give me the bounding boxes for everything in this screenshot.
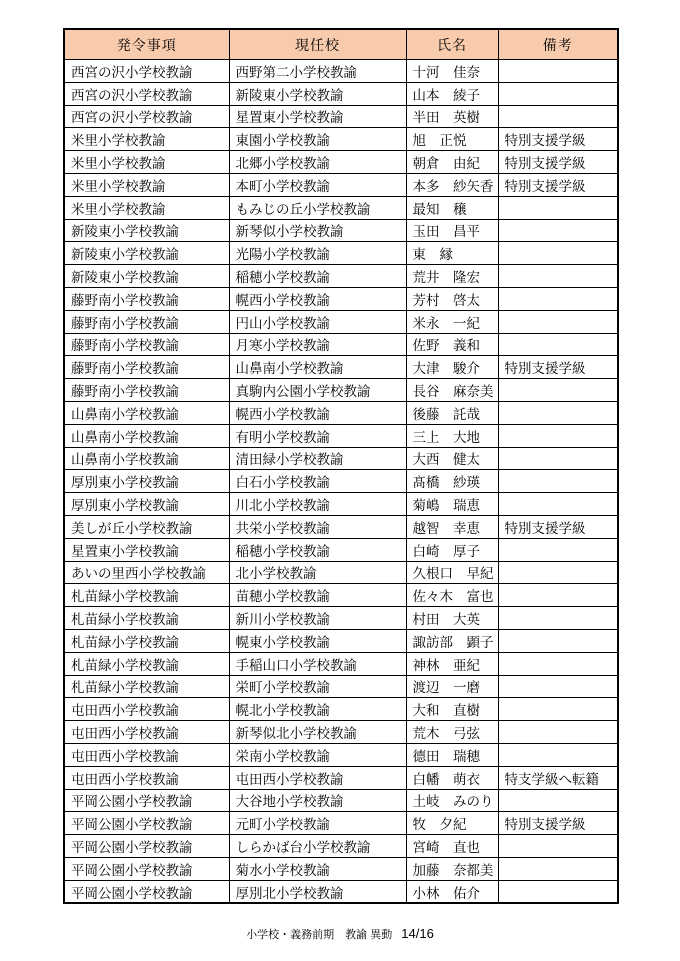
cell-appointment: 平岡公園小学校教諭 (64, 812, 229, 835)
cell-remarks (498, 880, 618, 903)
cell-name: 十河 佳奈 (406, 60, 498, 83)
cell-appointment: 西宮の沢小学校教諭 (64, 60, 229, 83)
table-row (64, 379, 618, 402)
cell-name: 大和 直樹 (406, 698, 498, 721)
table-row (64, 743, 618, 766)
cell-name: 芳村 啓太 (406, 287, 498, 310)
cell-current-school: 清田緑小学校教諭 (229, 447, 406, 470)
cell-remarks (498, 424, 618, 447)
cell-remarks (498, 835, 618, 858)
cell-name: 荒井 隆宏 (406, 265, 498, 288)
table-row (64, 835, 618, 858)
cell-appointment: 西宮の沢小学校教諭 (64, 105, 229, 128)
cell-current-school: 苗穂小学校教諭 (229, 584, 406, 607)
cell-remarks: 特支学級へ転籍 (498, 766, 618, 789)
table-row (64, 333, 618, 356)
cell-appointment: 平岡公園小学校教諭 (64, 880, 229, 903)
table-row (64, 493, 618, 516)
cell-name: 白幡 萌衣 (406, 766, 498, 789)
cell-current-school: 栄南小学校教諭 (229, 743, 406, 766)
cell-name: 荒木 弓弦 (406, 721, 498, 744)
cell-remarks (498, 538, 618, 561)
cell-appointment: 平岡公園小学校教諭 (64, 789, 229, 812)
cell-appointment: 新陵東小学校教諭 (64, 242, 229, 265)
cell-appointment: 札苗緑小学校教諭 (64, 675, 229, 698)
cell-remarks: 特別支援学級 (498, 356, 618, 379)
cell-name: 旭 正悦 (406, 128, 498, 151)
cell-name: 越智 幸恵 (406, 515, 498, 538)
cell-name: 玉田 昌平 (406, 219, 498, 242)
cell-appointment: 屯田西小学校教諭 (64, 743, 229, 766)
cell-current-school: 新琴似北小学校教諭 (229, 721, 406, 744)
cell-name: 大津 駿介 (406, 356, 498, 379)
cell-current-school: 光陽小学校教諭 (229, 242, 406, 265)
table-row (64, 447, 618, 470)
cell-remarks: 特別支援学級 (498, 515, 618, 538)
cell-appointment: 屯田西小学校教諭 (64, 766, 229, 789)
table-row (64, 675, 618, 698)
cell-remarks (498, 265, 618, 288)
table-row (64, 424, 618, 447)
page-number: 14/16 (401, 926, 434, 941)
cell-appointment: 札苗緑小学校教諭 (64, 652, 229, 675)
cell-current-school: 西野第二小学校教諭 (229, 60, 406, 83)
cell-appointment: 平岡公園小学校教諭 (64, 835, 229, 858)
cell-current-school: もみじの丘小学校教諭 (229, 196, 406, 219)
cell-current-school: 栄町小学校教諭 (229, 675, 406, 698)
cell-appointment: 西宮の沢小学校教諭 (64, 82, 229, 105)
table-row (64, 584, 618, 607)
cell-remarks (498, 470, 618, 493)
cell-appointment: 美しが丘小学校教諭 (64, 515, 229, 538)
cell-current-school: 円山小学校教諭 (229, 310, 406, 333)
cell-remarks (498, 743, 618, 766)
cell-appointment: 山鼻南小学校教諭 (64, 447, 229, 470)
cell-appointment: 藤野南小学校教諭 (64, 287, 229, 310)
page-footer (0, 926, 680, 942)
cell-remarks (498, 652, 618, 675)
cell-current-school: 北郷小学校教諭 (229, 151, 406, 174)
cell-remarks (498, 675, 618, 698)
cell-remarks (498, 561, 618, 584)
cell-current-school: 白石小学校教諭 (229, 470, 406, 493)
cell-remarks (498, 447, 618, 470)
cell-remarks (498, 310, 618, 333)
cell-appointment: 山鼻南小学校教諭 (64, 401, 229, 424)
table-header-row (64, 29, 618, 60)
cell-current-school: 菊水小学校教諭 (229, 857, 406, 880)
cell-remarks: 特別支援学級 (498, 151, 618, 174)
cell-name: 髙橋 紗瑛 (406, 470, 498, 493)
cell-remarks (498, 721, 618, 744)
column-header-appointment: 発令事項 (64, 29, 229, 60)
cell-remarks (498, 242, 618, 265)
cell-appointment: 藤野南小学校教諭 (64, 356, 229, 379)
cell-name: 大西 健太 (406, 447, 498, 470)
cell-appointment: 新陵東小学校教諭 (64, 219, 229, 242)
column-header-remarks: 備考 (498, 29, 618, 60)
table-row (64, 721, 618, 744)
table-row (64, 219, 618, 242)
cell-name: 三上 大地 (406, 424, 498, 447)
cell-remarks (498, 629, 618, 652)
cell-current-school: 屯田西小学校教諭 (229, 766, 406, 789)
table-row (64, 82, 618, 105)
table-row (64, 60, 618, 83)
cell-name: 山本 綾子 (406, 82, 498, 105)
cell-name: 米永 一紀 (406, 310, 498, 333)
cell-current-school: 幌北小学校教諭 (229, 698, 406, 721)
cell-appointment: 屯田西小学校教諭 (64, 721, 229, 744)
cell-appointment: 米里小学校教諭 (64, 151, 229, 174)
cell-name: 朝倉 由紀 (406, 151, 498, 174)
cell-remarks: 特別支援学級 (498, 128, 618, 151)
cell-remarks (498, 60, 618, 83)
cell-current-school: 稲穂小学校教諭 (229, 265, 406, 288)
cell-remarks (498, 607, 618, 630)
cell-name: 白崎 厚子 (406, 538, 498, 561)
cell-name: 最知 穣 (406, 196, 498, 219)
cell-appointment: あいの里西小学校教諭 (64, 561, 229, 584)
cell-appointment: 札苗緑小学校教諭 (64, 629, 229, 652)
cell-remarks (498, 219, 618, 242)
cell-appointment: 札苗緑小学校教諭 (64, 584, 229, 607)
cell-name: 德田 瑞穂 (406, 743, 498, 766)
cell-name: 宮崎 直也 (406, 835, 498, 858)
cell-current-school: 幌東小学校教諭 (229, 629, 406, 652)
cell-name: 小林 佑介 (406, 880, 498, 903)
cell-appointment: 藤野南小学校教諭 (64, 310, 229, 333)
table-row (64, 629, 618, 652)
table-row (64, 196, 618, 219)
cell-current-school: 稲穂小学校教諭 (229, 538, 406, 561)
footer-label: 小学校・義務前期 教諭 異動 (246, 929, 393, 941)
table-row (64, 538, 618, 561)
cell-current-school: 新川小学校教諭 (229, 607, 406, 630)
cell-current-school: しらかば台小学校教諭 (229, 835, 406, 858)
table-row (64, 151, 618, 174)
column-header-current-school: 現任校 (229, 29, 406, 60)
table-row (64, 766, 618, 789)
cell-remarks (498, 379, 618, 402)
cell-remarks: 特別支援学級 (498, 173, 618, 196)
cell-remarks (498, 196, 618, 219)
table-row (64, 857, 618, 880)
cell-appointment: 平岡公園小学校教諭 (64, 857, 229, 880)
table-row (64, 128, 618, 151)
cell-appointment: 藤野南小学校教諭 (64, 333, 229, 356)
table-row (64, 812, 618, 835)
cell-current-school: 新陵東小学校教諭 (229, 82, 406, 105)
cell-current-school: 真駒内公園小学校教諭 (229, 379, 406, 402)
table-row (64, 515, 618, 538)
personnel-transfer-table (63, 28, 619, 904)
cell-current-school: 星置東小学校教諭 (229, 105, 406, 128)
cell-current-school: 東園小学校教諭 (229, 128, 406, 151)
cell-appointment: 米里小学校教諭 (64, 173, 229, 196)
cell-current-school: 新琴似小学校教諭 (229, 219, 406, 242)
table-row (64, 561, 618, 584)
cell-name: 渡辺 一磨 (406, 675, 498, 698)
cell-name: 菊嶋 瑞恵 (406, 493, 498, 516)
cell-name: 半田 英樹 (406, 105, 498, 128)
cell-current-school: 川北小学校教諭 (229, 493, 406, 516)
table-row (64, 789, 618, 812)
cell-name: 神林 亜紀 (406, 652, 498, 675)
cell-current-school: 手稲山口小学校教諭 (229, 652, 406, 675)
cell-remarks (498, 333, 618, 356)
column-header-name: 氏名 (406, 29, 498, 60)
cell-remarks (498, 82, 618, 105)
table-row (64, 652, 618, 675)
cell-name: 長谷 麻奈美 (406, 379, 498, 402)
cell-name: 東 縁 (406, 242, 498, 265)
cell-remarks (498, 789, 618, 812)
cell-name: 佐野 義和 (406, 333, 498, 356)
table-row (64, 470, 618, 493)
table-row (64, 401, 618, 424)
cell-appointment: 米里小学校教諭 (64, 196, 229, 219)
cell-remarks (498, 857, 618, 880)
cell-remarks: 特別支援学級 (498, 812, 618, 835)
cell-name: 諏訪部 顕子 (406, 629, 498, 652)
cell-remarks (498, 493, 618, 516)
cell-current-school: 北小学校教諭 (229, 561, 406, 584)
cell-appointment: 星置東小学校教諭 (64, 538, 229, 561)
table-body (64, 60, 618, 904)
cell-current-school: 大谷地小学校教諭 (229, 789, 406, 812)
cell-name: 牧 夕紀 (406, 812, 498, 835)
table-row (64, 310, 618, 333)
cell-current-school: 月寒小学校教諭 (229, 333, 406, 356)
table-row (64, 265, 618, 288)
cell-current-school: 元町小学校教諭 (229, 812, 406, 835)
cell-remarks (498, 287, 618, 310)
table-row (64, 105, 618, 128)
cell-current-school: 山鼻南小学校教諭 (229, 356, 406, 379)
table-row (64, 242, 618, 265)
cell-appointment: 藤野南小学校教諭 (64, 379, 229, 402)
cell-appointment: 厚別東小学校教諭 (64, 493, 229, 516)
cell-name: 加藤 奈都美 (406, 857, 498, 880)
cell-remarks (498, 584, 618, 607)
cell-current-school: 本町小学校教諭 (229, 173, 406, 196)
table-row (64, 607, 618, 630)
cell-remarks (498, 698, 618, 721)
cell-remarks (498, 105, 618, 128)
cell-appointment: 山鼻南小学校教諭 (64, 424, 229, 447)
cell-appointment: 厚別東小学校教諭 (64, 470, 229, 493)
table-row (64, 880, 618, 903)
cell-appointment: 米里小学校教諭 (64, 128, 229, 151)
cell-current-school: 有明小学校教諭 (229, 424, 406, 447)
cell-name: 本多 紗矢香 (406, 173, 498, 196)
cell-appointment: 新陵東小学校教諭 (64, 265, 229, 288)
cell-current-school: 幌西小学校教諭 (229, 287, 406, 310)
table-row (64, 698, 618, 721)
table-row (64, 173, 618, 196)
cell-name: 久根口 早紀 (406, 561, 498, 584)
cell-appointment: 屯田西小学校教諭 (64, 698, 229, 721)
cell-name: 村田 大英 (406, 607, 498, 630)
cell-name: 後藤 託哉 (406, 401, 498, 424)
cell-name: 土岐 みのり (406, 789, 498, 812)
table-row (64, 356, 618, 379)
cell-current-school: 幌西小学校教諭 (229, 401, 406, 424)
cell-current-school: 厚別北小学校教諭 (229, 880, 406, 903)
cell-remarks (498, 401, 618, 424)
cell-appointment: 札苗緑小学校教諭 (64, 607, 229, 630)
cell-current-school: 共栄小学校教諭 (229, 515, 406, 538)
table-row (64, 287, 618, 310)
cell-name: 佐々木 富也 (406, 584, 498, 607)
